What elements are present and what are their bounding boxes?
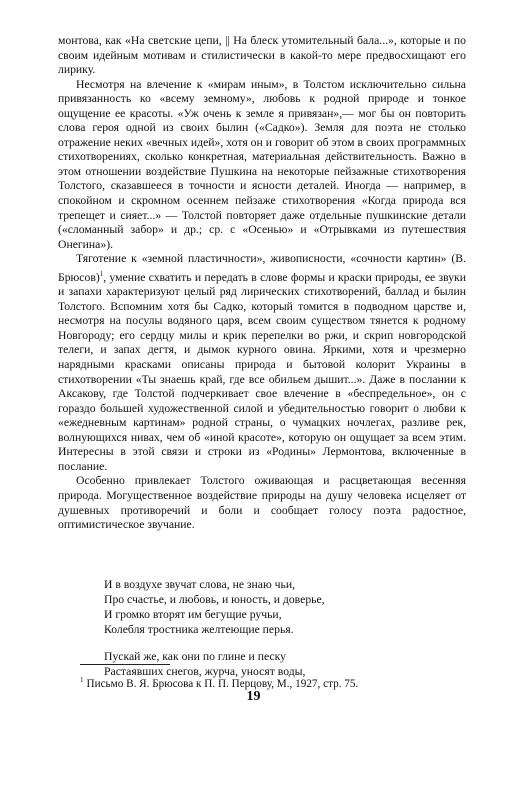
footnote-reference[interactable]: 1 bbox=[99, 269, 104, 278]
paragraph-1: монтова, как «На светские цепи, || На блеск утомительный бала...», которые и по своим идейным мотивам и стилистически в какой-то мере предвосхищают его лирику. bbox=[58, 34, 466, 77]
paragraph-3-part-2: , умение схватить и передать в слове формы и краски природы, ее звуки и запахи характеризуют целый ряд лирических стихотворений, баллад и былин Толстого. Вспомним хотя бы Садко, который томится в подводном царстве и, несмотря на посулы водяного царя, всем своим существом тянется к родному Новгороду; его сердцу милы и крик перепелки во ржи, и скрип новгородской телеги, и запах дегтя, и дымок курного овина. Яркими, хотя и чрезмерно нарядными красками описаны природа и бытовой колорит Украины в стихотворении «Ты знаешь край, где все обильем дышит...». Даже в послании к Аксакову, где Толстой подчеркивает свое влечение в «беспредельное», он с гораздо большей художественной силой и убедительностью говорит о любви к «ежедневным картинам» родной страны, о чумацких ночлегах, разливе рек, волнующихся нивах, чем об «иной красоте», которую он ощущает за всем этим. Интересны в этой связи и строки из «Родины» Лермонтова, включенные в послание. bbox=[58, 270, 466, 473]
main-text bbox=[58, 34, 466, 533]
paragraph-4: Особенно привлекает Толстого оживающая и расцветающая весенняя природа. Могущественное воздействие природы на душу человека исцеляет от душевных противоречий и боли и сообщает голосу поэта радостное, оптимистическое звучание. bbox=[58, 474, 466, 532]
page-number: 19 bbox=[246, 689, 261, 704]
poem-line: Растаявших снегов, журча, уносят воды, bbox=[104, 664, 306, 678]
paragraph-2: Несмотря на влечение к «мирам иным», в Толстом исключительно сильна привязанность ко «всему земному», любовь к родной природе и тонкое ощущение ее красоты. «Уж очень к земле я привязан»,— мог бы он повторить слова героя одной из своих былин («Садко»). Земля для поэта не столько отражение неких «вечных идей», хотя он и говорит об этом в своих программных стихотворениях, сколько конкретная, материальная действительность. Важно в этом отношении воздействие Пушкина на некоторые пейзажные стихотворения Толстого, сказавшееся в точности и ясности деталей. Иногда — например, в спокойном и скромном осеннем пейзаже стихотворения «Когда природа вся трепещет и сияет...» — Толстой повторяет даже отдельные пушкинские детали («сломанный забор» и др.; ср. с «Осенью» и «Отрывками из путешествия Онегина»). bbox=[58, 77, 466, 251]
poem-stanza-1 bbox=[104, 578, 444, 638]
paragraph-3-part-1: Тяготение к «земной пластичности», живописности, «сочности картин» (В. Брюсов) bbox=[58, 252, 466, 284]
poem-line: Колебля тростника желтеющие перья. bbox=[104, 622, 294, 636]
footnote-text: Письмо В. Я. Брюсова к П. П. Перцову, М., 1927, стр. 75. bbox=[86, 678, 359, 690]
footnote-mark: 1 bbox=[80, 676, 84, 684]
poem-line: Пускай же, как они по глине и песку bbox=[104, 649, 286, 663]
paragraph-3 bbox=[58, 252, 466, 474]
poem-line: И громко вторят им бегущие ручьи, bbox=[104, 607, 282, 621]
footnote-divider bbox=[80, 664, 170, 665]
poem-line: Про счастье, и любовь, и юность, и доверье, bbox=[104, 592, 325, 606]
poem-line: И в воздухе звучат слова, не знаю чьи, bbox=[104, 578, 296, 591]
